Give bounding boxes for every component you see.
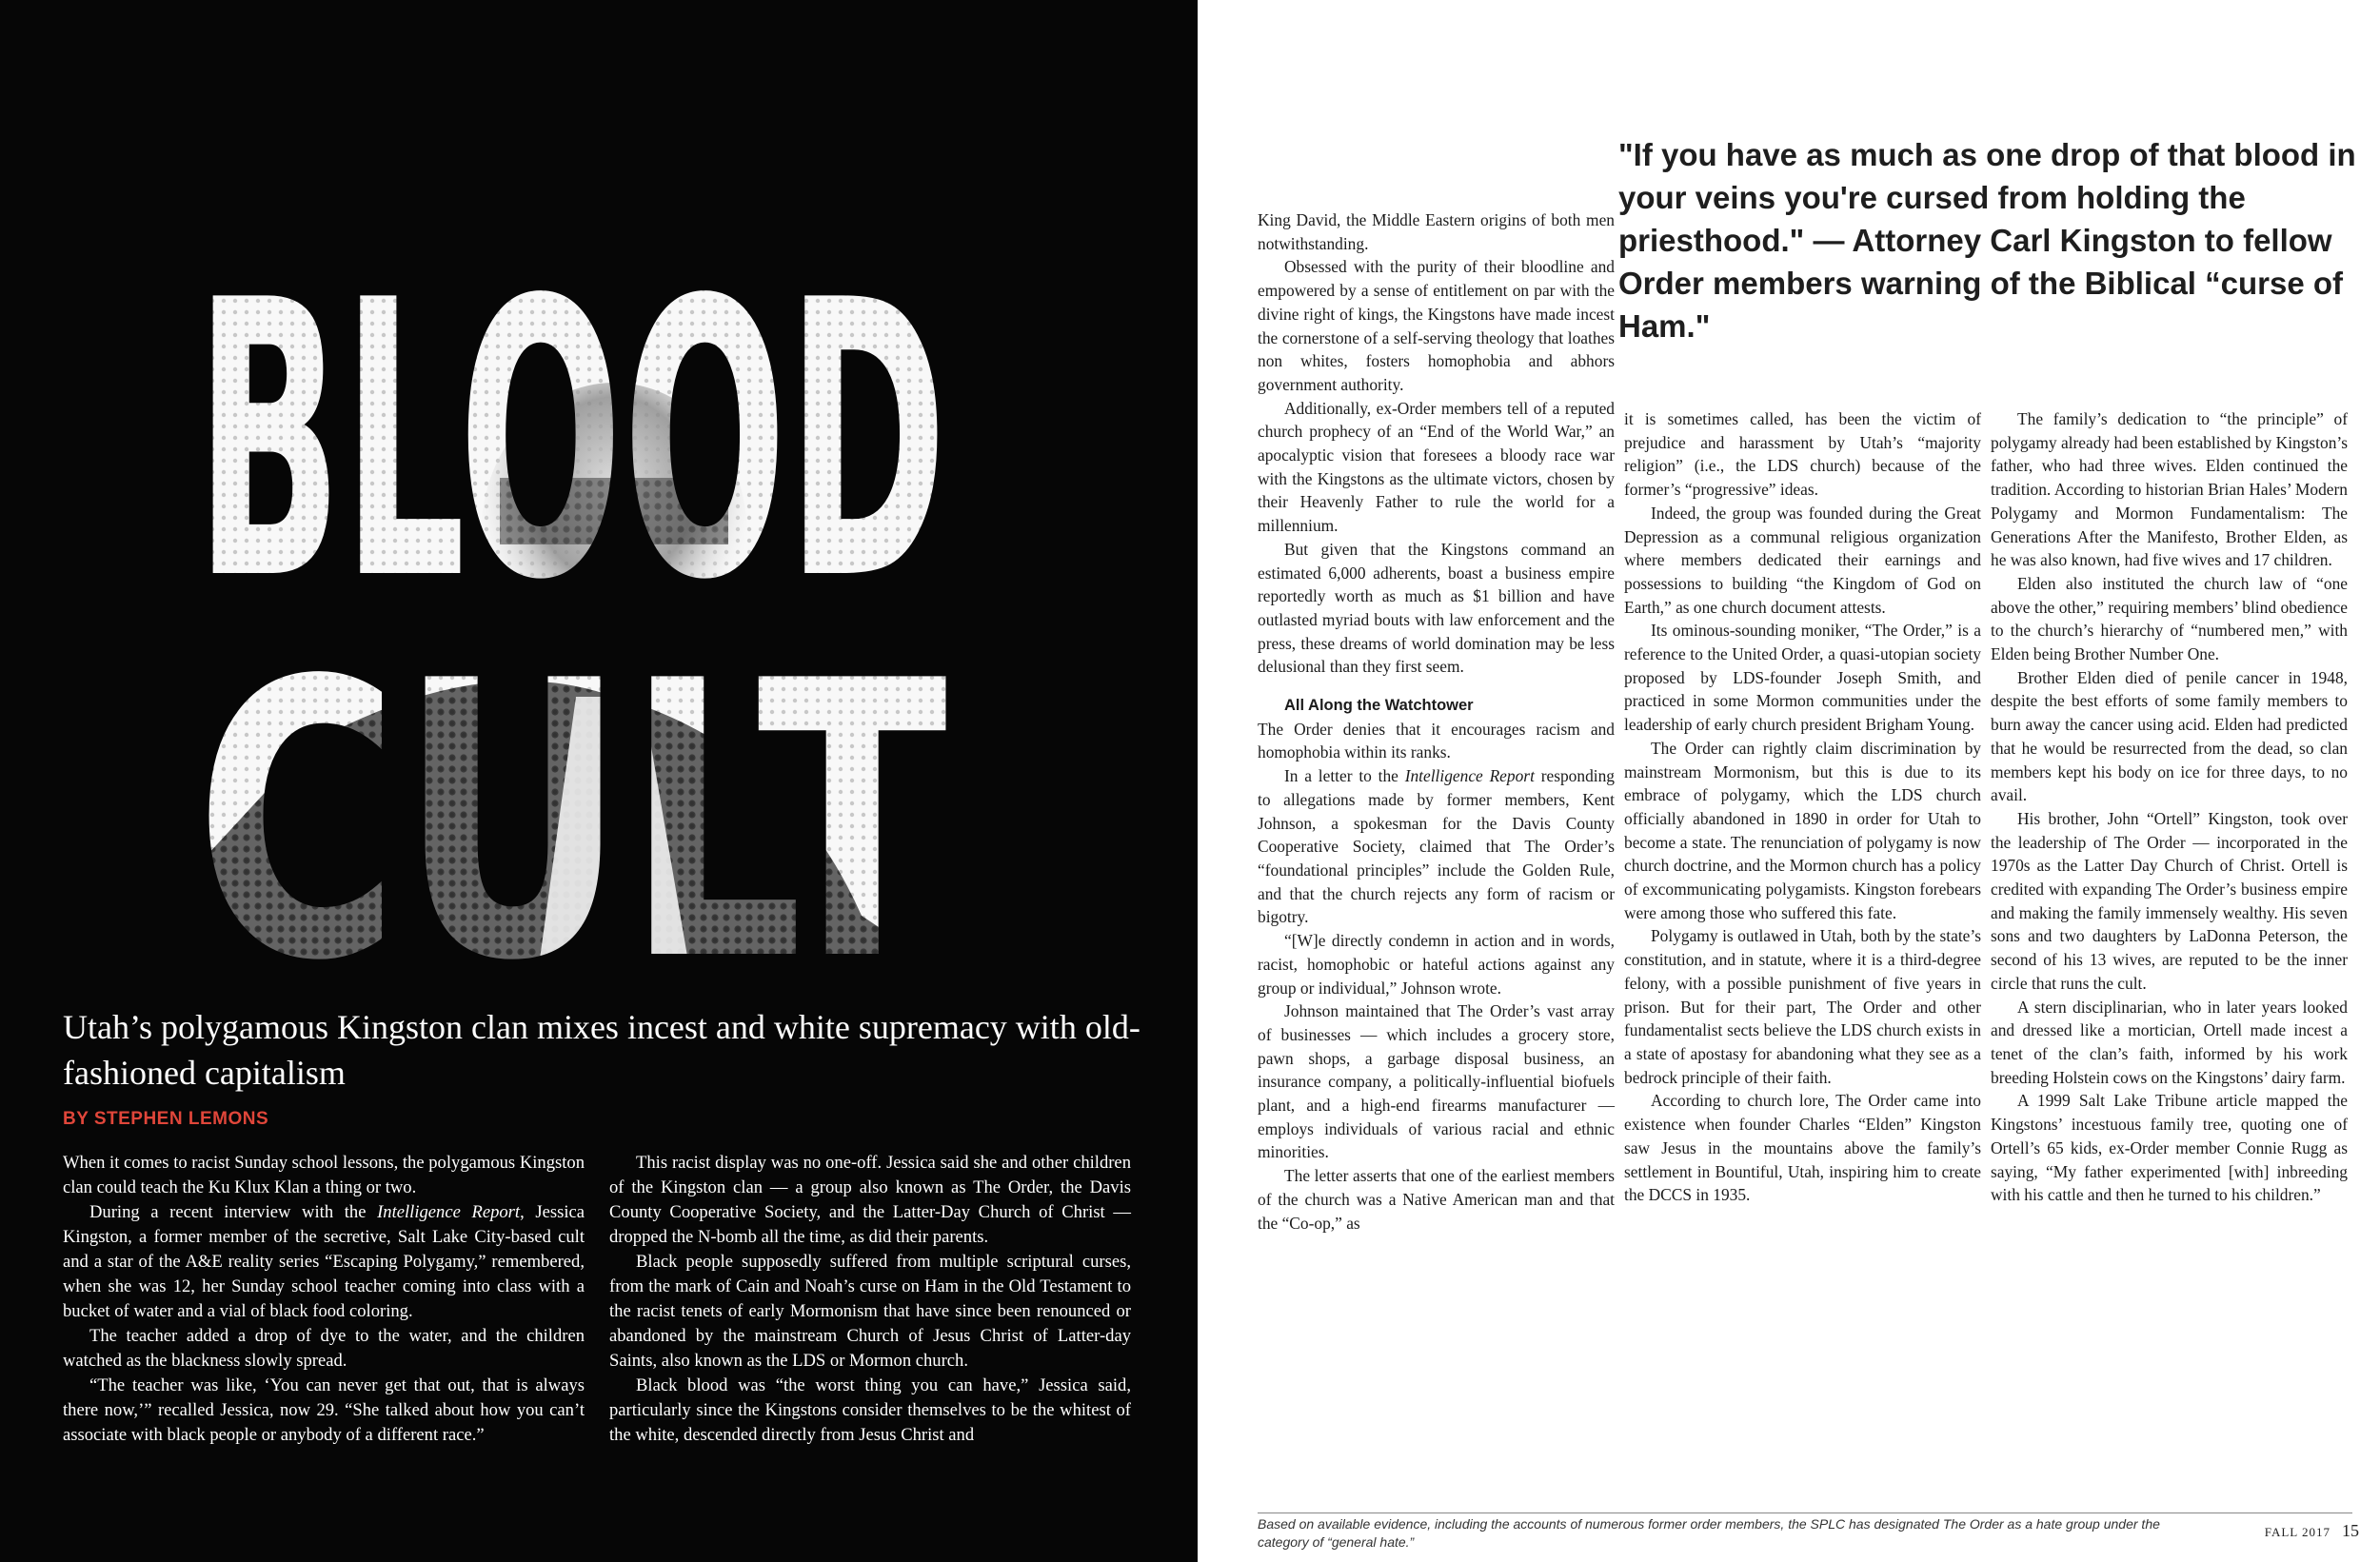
paragraph: A 1999 Salt Lake Tribune article mapped the Kingstons’ incestuous family tree, quoting one of Ortell’s 65 kids, ex-Order member Connie Rugg as saying, “My father experimented [with] inbreeding with his cattle and then he turned to his children.” (1991, 1091, 2348, 1205)
paragraph: Black people supposedly suffered from multiple scriptural curses, from the mark of Cain and Noah’s curse on Ham in the Old Testament to the racist tenets of early Mormonism that have since been renounced or abandoned by the mainstream Church of Jesus Christ of Latter-day Saints, also known as the LDS or Mormon church. (609, 1252, 1131, 1371)
paragraph: King David, the Middle Eastern origins of both men notwithstanding. (1258, 210, 1615, 253)
pull-quote: "If you have as much as one drop of that blood in your veins you're cursed from holding the priesthood." — Attorney Carl Kingston to fellow Order members warning of the Biblical “curse of Ham." (1618, 137, 2356, 344)
right-column-3 (1991, 407, 2348, 1207)
paragraph: it is sometimes called, has been the victim of prejudice and harassment by Utah’s “majority religion” (i.e., the LDS church) because of the former’s “progressive” ideas. (1624, 409, 1981, 500)
article-spread-right (1198, 0, 2380, 1562)
paragraph: A stern disciplinarian, who in later years looked and dressed like a mortician, Ortell made incest a tenet of the clan’s faith, informed by his work breeding Holstein cows on the Kingstons’ dairy farm. (1991, 997, 2348, 1087)
subhead: Utah’s polygamous Kingston clan mixes incest and white supremacy with old-fashioned capitalism (63, 1008, 1140, 1092)
paragraph: Its ominous-sounding moniker, “The Order,” is a reference to the United Order, a quasi-utopian society proposed by LDS-founder Joseph Smith, and practiced in some Mormon communities under the leadership of early church president Brigham Young. (1624, 621, 1981, 735)
paragraph: Polygamy is outlawed in Utah, both by the state’s constitution, and in statute, where it is a third-degree felony, with a possible punishment of five years in prison. But for their part, The Order and other fundamentalist sects believe the LDS church exists in a state of apostasy for abandoning what they see as a bedrock principle of their faith. (1624, 926, 1981, 1087)
paragraph: The Order denies that it encourages racism and homophobia within its ranks. (1258, 719, 1615, 762)
paragraph: Elden also instituted the church law of “one above the other,” requiring members’ blind obedience to the church’s hierarchy of “numbered men,” with Elden being Brother Number One. (1991, 573, 2348, 664)
paragraph: The family’s dedication to “the principle” of polygamy already had been established by Kingston’s father, who had three wives. Elden continued the tradition. According to historian Brian Hales’ Modern Polygamy and Mormon Fundamentalism: The Generations After the Manifesto, Brother Elden, as he was also known, had five wives and 17 children. (1991, 409, 2348, 570)
paragraph: The Order can rightly claim discrimination by mainstream Mormonism, but this is due to its embrace of polygamy, which the LDS church officially abandoned in 1890 in order for Utah to become a state. The renunciation of polygamy is now church doctrine, and the Mormon church has a policy of excommunicating polygamists. Kingston forebears were among those who suffered this fate. (1624, 738, 1981, 922)
paragraph: The letter asserts that one of the earliest members of the church was a Native American man and that the “Co-op,” as (1258, 1166, 1615, 1233)
paragraph: In a letter to the Intelligence Report responding to allegations made by former members, Kent Johnson, a spokesman for the Davis County Cooperative Society, claimed that The Order’s “foundational principles” include the Golden Rule, and that the church rejects any form of racism or bigotry. (1258, 766, 1615, 927)
paragraph: Black blood was “the worst thing you can have,” Jessica said, particularly since the Kingstons consider themselves to be the whitest of the white, descended directly from Jesus Christ and (609, 1375, 1131, 1445)
page-folio (2265, 1521, 2359, 1541)
paragraph: But given that the Kingstons command an estimated 6,000 adherents, boast a business empire reportedly worth as much as $1 billion and have outlasted myriad bouts with law enforcement and the press, these dreams of world domination may be less delusional than they first seem. (1258, 539, 1615, 677)
page-number: 15 (2342, 1521, 2359, 1540)
left-column-2 (609, 1151, 1131, 1448)
paragraph: His brother, John “Ortell” Kingston, took over the leadership of The Order — incorporated in the 1970s as the Latter Day Church of Christ. Ortell is credited with expanding The Order’s business empire and making the family immensely wealthy. His seven sons and two daughters by LaDonna Peterson, the second of his 13 wives, are reputed to be the inner circle that runs the cult. (1991, 808, 2348, 993)
paragraph: When it comes to racist Sunday school lessons, the polygamous Kingston clan could teach the Ku Klux Klan a thing or two. (63, 1153, 585, 1197)
paragraph: Johnson maintained that The Order’s vast array of businesses — which includes a grocery store, pawn shops, a garbage disposal business, an insurance company, a politically-influential biofuels plant, and a high-end firearms manufacturer — employs individuals of various racial and ethnic minorities. (1258, 1001, 1615, 1162)
byline: BY STEPHEN LEMONS (63, 1109, 269, 1129)
left-column-1 (63, 1151, 585, 1448)
section-heading: All Along the Watchtower (1284, 697, 1474, 715)
right-column-2 (1624, 407, 1981, 1207)
paragraph: According to church lore, The Order came into existence when founder Charles “Elden” Kingston saw Jesus in the mountains above the family’s settlement in Bountiful, Utah, inspiring him to create the DCCS in 1935. (1624, 1091, 1981, 1205)
right-column-1 (1258, 208, 1615, 1235)
paragraph: Additionally, ex-Order members tell of a reputed church prophecy of an “End of the World War,” an apocalyptic vision that foresees a bloody race war with the Kingstons as the ultimate victors, chosen by their Heavenly Father to rule the world for a millennium. (1258, 398, 1615, 536)
paragraph: The teacher added a drop of dye to the water, and the children watched as the blackness slowly spread. (63, 1326, 585, 1371)
paragraph: “[W]e directly condemn in action and in words, racist, homophobic or hateful actions against any group or individual,” Johnson wrote. (1258, 931, 1615, 998)
issue-date: FALL 2017 (2264, 1525, 2330, 1539)
paragraph: This racist display was no one-off. Jessica said she and other children of the Kingston clan — a group also known as The Order, the Davis County Cooperative Society, and the Latter-Day Church of Christ — dropped the N-bomb all the time, as did their parents. (609, 1153, 1131, 1247)
paragraph: Brother Elden died of penile cancer in 1948, despite the best efforts of some family members to burn away the cancer using acid. Elden had predicted that he would be resurrected from the dead, so clan members kept his body on ice for three days, to no avail. (1991, 667, 2348, 805)
paragraph: Indeed, the group was founded during the Great Depression as a communal religious organization where members dedicated their earnings and possessions to building “the Kingdom of God on Earth,” as one church document attests. (1624, 503, 1981, 617)
footnote: Based on available evidence, including the accounts of numerous former order members, the SPLC has designated The Order as a hate group under the category of “general hate.” (1258, 1516, 2160, 1550)
paragraph: Obsessed with the purity of their bloodline and empowered by a sense of entitlement on par with the divine right of kings, the Kingstons have made incest the cornerstone of a self-serving theology that loathes non whites, fosters homophobia and abhors government authority. (1258, 257, 1615, 394)
paragraph: “The teacher was like, ‘You can never get that out, that is always there now,’” recalled Jessica, now 29. “She talked about how you can’t associate with black people or anybody of a different race.” (63, 1375, 585, 1445)
paragraph: During a recent interview with the Intelligence Report, Jessica Kingston, a former member of the secretive, Salt Lake City-based cult and a star of the A&E reality series “Escaping Polygamy,” remembered, when she was 12, her Sunday school teacher coming into class with a bucket of water and a vial of black food coloring. (63, 1202, 585, 1321)
blood-cult-title-art (195, 249, 947, 973)
